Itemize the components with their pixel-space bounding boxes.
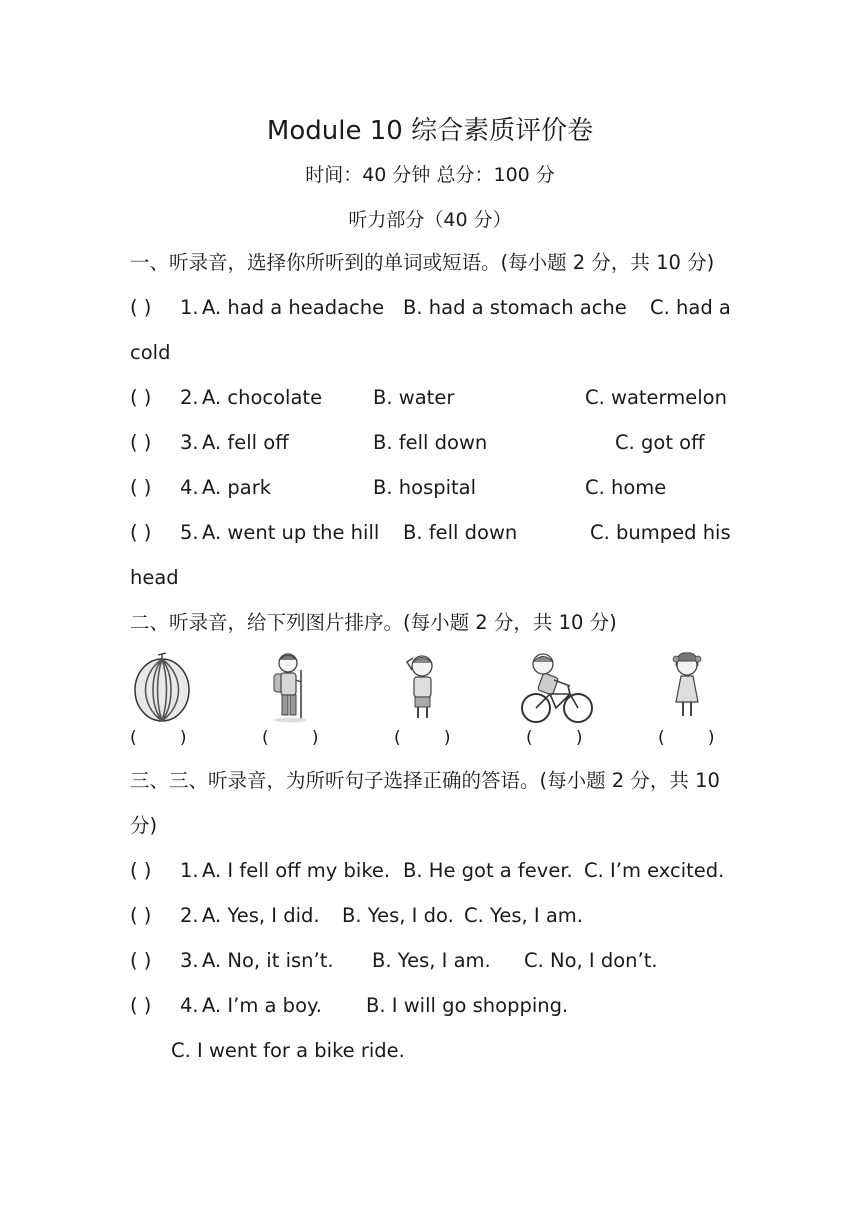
s3-question-2 xyxy=(130,902,735,930)
answer-blank[interactable]: ( ) xyxy=(130,994,152,1017)
option-a: A. chocolate xyxy=(202,386,323,409)
option-a: A. Yes, I did. xyxy=(202,904,320,927)
answer-blank[interactable]: ( ) xyxy=(130,949,152,972)
section3-heading: 三、三、听录音，为所听句子选择正确的答语。(每小题 2 分，共 10 xyxy=(130,769,720,792)
picture-answer-blank[interactable]: ( ) xyxy=(262,728,319,748)
option-b: B. water xyxy=(373,386,455,409)
option-c: C. I went for a bike ride. xyxy=(171,1039,405,1062)
question-number: 1. xyxy=(180,859,199,882)
option-b: B. Yes, I am. xyxy=(372,949,491,972)
question-number: 3. xyxy=(180,431,199,454)
option-c-continued: head xyxy=(130,566,179,589)
option-c: C. got off xyxy=(615,431,705,454)
option-c: C. bumped his xyxy=(590,521,731,544)
option-a: A. I fell off my bike. xyxy=(202,859,391,882)
question-number: 1. xyxy=(180,296,199,319)
answer-blank[interactable]: ( ) xyxy=(130,904,152,927)
option-c: C. had a xyxy=(650,296,731,319)
girl-icon xyxy=(652,650,732,725)
listening-part-label: 听力部分（40 分） xyxy=(348,209,512,231)
question-number: 5. xyxy=(180,521,199,544)
question-number: 3. xyxy=(180,949,199,972)
option-a: A. had a headache xyxy=(202,296,385,319)
exam-time-score: 时间：40 分钟 总分：100 分 xyxy=(305,164,555,186)
section1-heading: 一、听录音，选择你所听到的单词或短语。(每小题 2 分，共 10 分) xyxy=(130,251,715,274)
option-b: B. hospital xyxy=(373,476,477,499)
hiking-boy-icon xyxy=(252,650,332,725)
option-c: C. Yes, I am. xyxy=(464,904,583,927)
question-number: 2. xyxy=(180,386,199,409)
picture-answer-blank[interactable]: ( ) xyxy=(130,728,187,748)
option-a: A. No, it isn’t. xyxy=(202,949,334,972)
s3-question-4 xyxy=(130,992,735,1020)
s1-question-2 xyxy=(130,384,735,412)
answer-blank[interactable]: ( ) xyxy=(130,476,152,499)
option-b: B. I will go shopping. xyxy=(366,994,569,1017)
option-c: C. watermelon xyxy=(585,386,727,409)
answer-blank[interactable]: ( ) xyxy=(130,431,152,454)
option-b: B. fell down xyxy=(373,431,488,454)
picture-answer-blank[interactable]: ( ) xyxy=(526,728,583,748)
s1-question-5 xyxy=(130,519,735,547)
s1-question-1 xyxy=(130,294,735,322)
boy-bike-icon xyxy=(518,650,598,725)
option-b: B. Yes, I do. xyxy=(342,904,454,927)
watermelon-icon xyxy=(128,650,208,725)
s1-question-4 xyxy=(130,474,735,502)
answer-blank[interactable]: ( ) xyxy=(130,386,152,409)
option-a: A. park xyxy=(202,476,272,499)
s1-question-3 xyxy=(130,429,735,457)
option-a: A. I’m a boy. xyxy=(202,994,322,1017)
picture-answer-blank[interactable]: ( ) xyxy=(394,728,451,748)
s3-question-1 xyxy=(130,857,735,885)
answer-blank[interactable]: ( ) xyxy=(130,859,152,882)
option-c: C. home xyxy=(585,476,667,499)
option-b: B. He got a fever. xyxy=(403,859,573,882)
page-title: Module 10 综合素质评价卷 xyxy=(266,116,594,146)
s3-question-3 xyxy=(130,947,735,975)
answer-blank[interactable]: ( ) xyxy=(130,521,152,544)
question-number: 2. xyxy=(180,904,199,927)
option-c: C. No, I don’t. xyxy=(524,949,658,972)
question-number: 4. xyxy=(180,994,199,1017)
option-a: A. went up the hill xyxy=(202,521,380,544)
answer-blank[interactable]: ( ) xyxy=(130,296,152,319)
section2-heading: 二、听录音，给下列图片排序。(每小题 2 分，共 10 分) xyxy=(130,611,617,634)
picture-answer-blank[interactable]: ( ) xyxy=(658,728,715,748)
section3-heading-continued: 分) xyxy=(130,814,158,837)
option-b: B. fell down xyxy=(403,521,518,544)
question-number: 4. xyxy=(180,476,199,499)
boy-salute-icon xyxy=(385,650,465,725)
option-c-continued: cold xyxy=(130,341,171,364)
option-c: C. I’m excited. xyxy=(584,859,725,882)
option-a: A. fell off xyxy=(202,431,289,454)
option-b: B. had a stomach ache xyxy=(403,296,627,319)
